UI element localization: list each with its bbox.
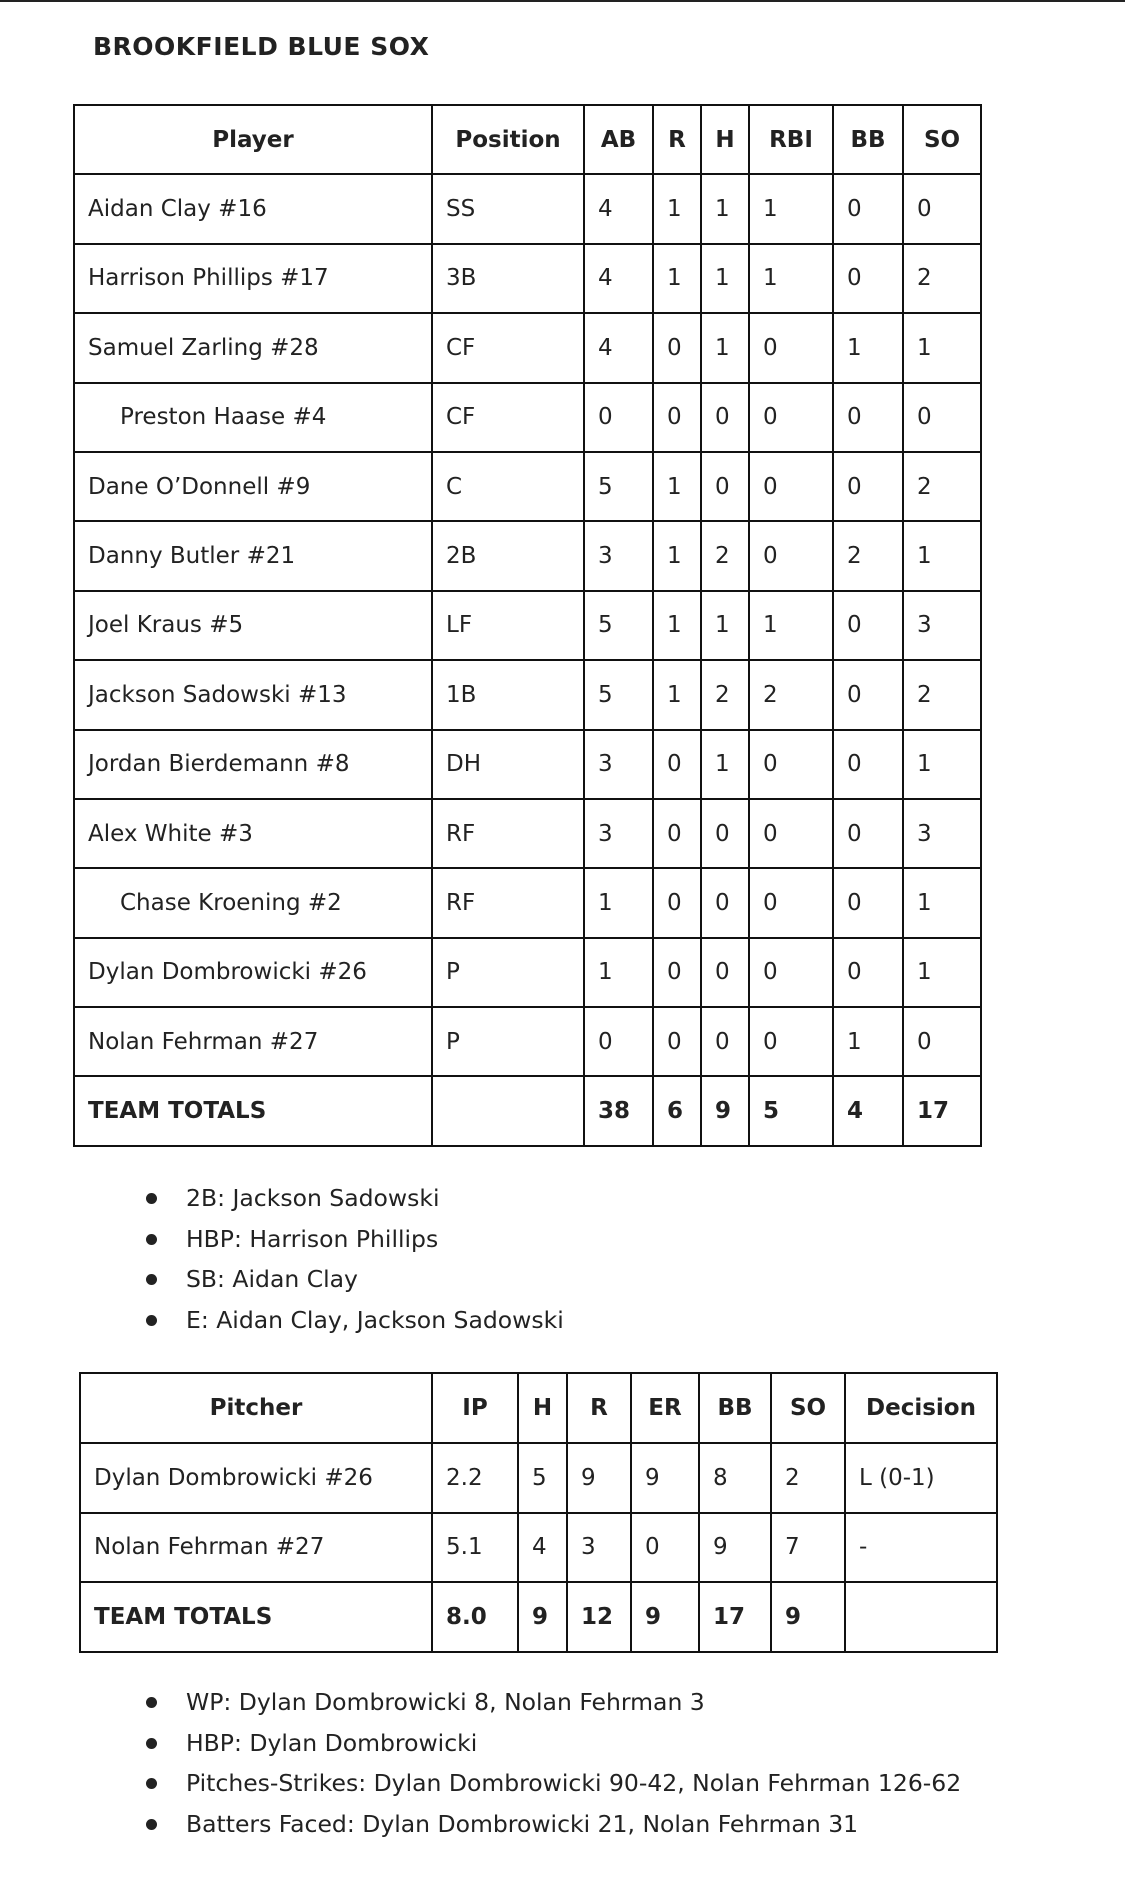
rbi: 0	[749, 1007, 833, 1076]
hits: 0	[701, 383, 749, 452]
hits: 2	[701, 521, 749, 590]
totals-h: 9	[701, 1076, 749, 1145]
position: C	[432, 452, 584, 521]
runs: 1	[653, 591, 701, 660]
header-rbi: RBI	[749, 105, 833, 174]
header-r: R	[567, 1373, 631, 1443]
note-item	[146, 1300, 564, 1341]
header-r: R	[653, 105, 701, 174]
batting-row	[74, 938, 981, 1007]
hits: 1	[701, 244, 749, 313]
hits: 0	[701, 1007, 749, 1076]
pitching-table	[79, 1372, 998, 1653]
hits: 0	[701, 799, 749, 868]
walks: 8	[699, 1443, 771, 1513]
strikeouts: 2	[903, 244, 981, 313]
at-bats: 4	[584, 244, 653, 313]
batting-row	[74, 313, 981, 382]
strikeouts: 3	[903, 591, 981, 660]
at-bats: 0	[584, 1007, 653, 1076]
batting-row	[74, 452, 981, 521]
position: RF	[432, 868, 584, 937]
walks: 0	[833, 452, 903, 521]
batting-row	[74, 1007, 981, 1076]
strikeouts: 7	[771, 1513, 845, 1583]
note-item	[146, 1804, 961, 1845]
note-item	[146, 1763, 961, 1804]
note-item	[146, 1723, 961, 1764]
pitcher-name: Dylan Dombrowicki #26	[80, 1443, 432, 1513]
note-text: SB: Aidan Clay	[186, 1265, 358, 1294]
innings-pitched: 5.1	[432, 1513, 518, 1583]
header-so: SO	[903, 105, 981, 174]
totals-ab: 38	[584, 1076, 653, 1145]
player-name: Samuel Zarling #28	[74, 313, 432, 382]
batting-row	[74, 174, 981, 243]
totals-r: 12	[567, 1582, 631, 1652]
runs: 1	[653, 660, 701, 729]
position: RF	[432, 799, 584, 868]
rbi: 0	[749, 313, 833, 382]
runs: 0	[653, 313, 701, 382]
runs: 0	[653, 730, 701, 799]
note-item	[146, 1178, 564, 1219]
at-bats: 0	[584, 383, 653, 452]
strikeouts: 2	[771, 1443, 845, 1513]
totals-label: TEAM TOTALS	[80, 1582, 432, 1652]
at-bats: 5	[584, 452, 653, 521]
at-bats: 3	[584, 799, 653, 868]
player-name: Joel Kraus #5	[74, 591, 432, 660]
batting-header-row	[74, 105, 981, 174]
player-name: Dylan Dombrowicki #26	[74, 938, 432, 1007]
bullet-icon	[146, 1819, 157, 1830]
batting-row	[74, 730, 981, 799]
runs: 0	[653, 383, 701, 452]
position: SS	[432, 174, 584, 243]
strikeouts: 3	[903, 799, 981, 868]
position: 3B	[432, 244, 584, 313]
hits-allowed: 5	[518, 1443, 567, 1513]
earned-runs: 0	[631, 1513, 699, 1583]
totals-so: 17	[903, 1076, 981, 1145]
totals-so: 9	[771, 1582, 845, 1652]
bullet-icon	[146, 1274, 157, 1285]
player-name: Jackson Sadowski #13	[74, 660, 432, 729]
runs-allowed: 9	[567, 1443, 631, 1513]
player-name: Alex White #3	[74, 799, 432, 868]
totals-r: 6	[653, 1076, 701, 1145]
runs: 0	[653, 1007, 701, 1076]
batting-totals-row	[74, 1076, 981, 1145]
player-name: Danny Butler #21	[74, 521, 432, 590]
strikeouts: 2	[903, 660, 981, 729]
pitching-totals-row	[80, 1582, 997, 1652]
header-position: Position	[432, 105, 584, 174]
strikeouts: 0	[903, 174, 981, 243]
walks: 0	[833, 244, 903, 313]
earned-runs: 9	[631, 1443, 699, 1513]
totals-decision	[845, 1582, 997, 1652]
note-text: HBP: Dylan Dombrowicki	[186, 1728, 478, 1757]
batting-row	[74, 660, 981, 729]
pitching-header-row	[80, 1373, 997, 1443]
walks: 1	[833, 1007, 903, 1076]
hits: 1	[701, 730, 749, 799]
player-name: Chase Kroening #2	[74, 868, 432, 937]
header-player: Player	[74, 105, 432, 174]
runs-allowed: 3	[567, 1513, 631, 1583]
batting-row	[74, 521, 981, 590]
position: DH	[432, 730, 584, 799]
hits: 0	[701, 868, 749, 937]
totals-position	[432, 1076, 584, 1145]
batting-row	[74, 868, 981, 937]
batting-notes-list	[146, 1178, 564, 1341]
position: P	[432, 1007, 584, 1076]
hits-allowed: 4	[518, 1513, 567, 1583]
note-text: WP: Dylan Dombrowicki 8, Nolan Fehrman 3	[186, 1688, 705, 1716]
walks: 1	[833, 313, 903, 382]
header-decision: Decision	[845, 1373, 997, 1443]
hits: 0	[701, 452, 749, 521]
strikeouts: 1	[903, 521, 981, 590]
batting-table	[73, 104, 982, 1147]
totals-er: 9	[631, 1582, 699, 1652]
at-bats: 4	[584, 174, 653, 243]
rbi: 1	[749, 591, 833, 660]
hits: 2	[701, 660, 749, 729]
player-name: Jordan Bierdemann #8	[74, 730, 432, 799]
position: P	[432, 938, 584, 1007]
pitching-notes-list	[146, 1682, 961, 1845]
position: 2B	[432, 521, 584, 590]
note-text: Pitches-Strikes: Dylan Dombrowicki 90-42, Nolan Fehrman 126-62	[186, 1769, 962, 1798]
at-bats: 5	[584, 591, 653, 660]
bullet-icon	[146, 1234, 157, 1245]
runs: 1	[653, 521, 701, 590]
header-h: H	[701, 105, 749, 174]
rbi: 2	[749, 660, 833, 729]
position: CF	[432, 383, 584, 452]
hits: 0	[701, 938, 749, 1007]
totals-bb: 17	[699, 1582, 771, 1652]
strikeouts: 1	[903, 868, 981, 937]
hits: 1	[701, 591, 749, 660]
pitcher-name: Nolan Fehrman #27	[80, 1513, 432, 1583]
header-so: SO	[771, 1373, 845, 1443]
runs: 0	[653, 868, 701, 937]
bullet-icon	[146, 1778, 157, 1789]
rbi: 0	[749, 938, 833, 1007]
innings-pitched: 2.2	[432, 1443, 518, 1513]
rbi: 0	[749, 799, 833, 868]
team-title: BROOKFIELD BLUE SOX	[93, 32, 430, 61]
walks: 0	[833, 799, 903, 868]
walks: 0	[833, 938, 903, 1007]
rbi: 0	[749, 383, 833, 452]
note-item	[146, 1219, 564, 1260]
at-bats: 4	[584, 313, 653, 382]
bullet-icon	[146, 1193, 157, 1204]
note-text: Batters Faced: Dylan Dombrowicki 21, Nolan Fehrman 31	[186, 1810, 859, 1839]
at-bats: 3	[584, 730, 653, 799]
position: 1B	[432, 660, 584, 729]
pitching-row	[80, 1443, 997, 1513]
batting-row	[74, 383, 981, 452]
walks: 0	[833, 174, 903, 243]
note-item	[146, 1682, 961, 1723]
walks: 0	[833, 730, 903, 799]
rbi: 0	[749, 521, 833, 590]
note-text: HBP: Harrison Phillips	[186, 1224, 439, 1253]
bullet-icon	[146, 1697, 157, 1708]
header-ip: IP	[432, 1373, 518, 1443]
runs: 0	[653, 799, 701, 868]
bullet-icon	[146, 1315, 157, 1326]
header-h: H	[518, 1373, 567, 1443]
walks: 0	[833, 660, 903, 729]
at-bats: 1	[584, 938, 653, 1007]
walks: 9	[699, 1513, 771, 1583]
rbi: 1	[749, 174, 833, 243]
rbi: 1	[749, 244, 833, 313]
decision: -	[845, 1513, 997, 1583]
bullet-icon	[146, 1738, 157, 1749]
strikeouts: 1	[903, 313, 981, 382]
at-bats: 5	[584, 660, 653, 729]
position: LF	[432, 591, 584, 660]
totals-ip: 8.0	[432, 1582, 518, 1652]
player-name: Preston Haase #4	[74, 383, 432, 452]
walks: 0	[833, 383, 903, 452]
totals-h: 9	[518, 1582, 567, 1652]
runs: 0	[653, 938, 701, 1007]
pitching-row	[80, 1513, 997, 1583]
player-name: Harrison Phillips #17	[74, 244, 432, 313]
walks: 2	[833, 521, 903, 590]
position: CF	[432, 313, 584, 382]
at-bats: 1	[584, 868, 653, 937]
header-er: ER	[631, 1373, 699, 1443]
strikeouts: 1	[903, 730, 981, 799]
note-item	[146, 1259, 564, 1300]
player-name: Dane O’Donnell #9	[74, 452, 432, 521]
runs: 1	[653, 244, 701, 313]
runs: 1	[653, 452, 701, 521]
note-text: 2B: Jackson Sadowski	[186, 1184, 440, 1212]
walks: 0	[833, 591, 903, 660]
hits: 1	[701, 313, 749, 382]
player-name: Aidan Clay #16	[74, 174, 432, 243]
rbi: 0	[749, 868, 833, 937]
batting-row	[74, 799, 981, 868]
batting-row	[74, 591, 981, 660]
totals-bb: 4	[833, 1076, 903, 1145]
at-bats: 3	[584, 521, 653, 590]
strikeouts: 1	[903, 938, 981, 1007]
player-name: Nolan Fehrman #27	[74, 1007, 432, 1076]
header-bb: BB	[699, 1373, 771, 1443]
strikeouts: 0	[903, 383, 981, 452]
totals-rbi: 5	[749, 1076, 833, 1145]
decision: L (0-1)	[845, 1443, 997, 1513]
runs: 1	[653, 174, 701, 243]
strikeouts: 2	[903, 452, 981, 521]
rbi: 0	[749, 452, 833, 521]
hits: 1	[701, 174, 749, 243]
totals-label: TEAM TOTALS	[74, 1076, 432, 1145]
header-ab: AB	[584, 105, 653, 174]
walks: 0	[833, 868, 903, 937]
note-text: E: Aidan Clay, Jackson Sadowski	[186, 1306, 564, 1335]
rbi: 0	[749, 730, 833, 799]
header-pitcher: Pitcher	[80, 1373, 432, 1443]
strikeouts: 0	[903, 1007, 981, 1076]
batting-row	[74, 244, 981, 313]
header-bb: BB	[833, 105, 903, 174]
